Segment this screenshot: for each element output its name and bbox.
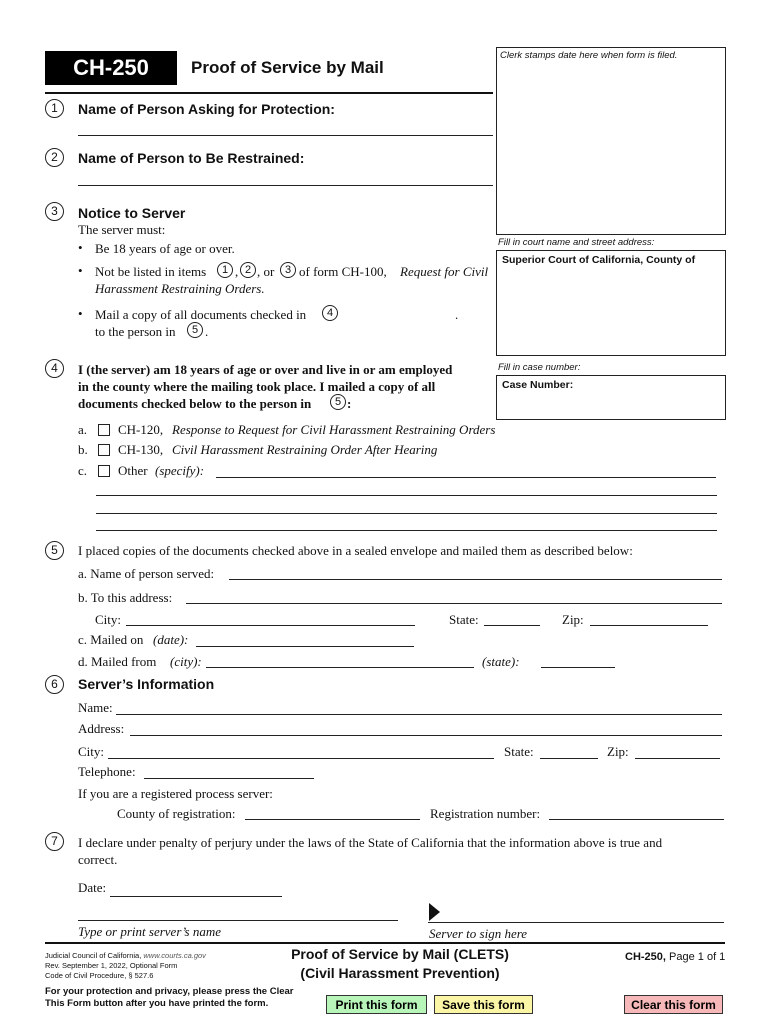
mailed-from-city-field[interactable] [206, 667, 474, 668]
clerk-stamp-box [496, 47, 726, 235]
printed-name-field[interactable] [78, 920, 398, 921]
address-label: b. To this address: [78, 590, 173, 605]
item-number-2: 2 [45, 148, 64, 167]
option-c-label: c. [78, 463, 88, 478]
mailed-date-field[interactable] [196, 646, 414, 647]
footer-page-number: Page 1 of 1 [669, 951, 726, 963]
footer-form-code: CH-250, [625, 951, 666, 963]
telephone-label: Telephone: [78, 764, 136, 779]
item-ref-5: 5 [187, 322, 203, 338]
option-a-label: a. [78, 422, 88, 437]
server-zip-label: Zip: [607, 744, 629, 759]
item-ref-1: 1 [217, 262, 233, 278]
save-form-button[interactable]: Save this form [434, 995, 533, 1014]
form-ref-title: Request for Civil [400, 264, 489, 279]
date-field[interactable] [110, 896, 282, 897]
served-name-field[interactable] [229, 579, 722, 580]
item-number-5: 5 [45, 541, 64, 560]
county-registration-label: County of registration: [117, 806, 236, 821]
checkbox-ch120[interactable] [98, 424, 110, 436]
registration-number-label: Registration number: [430, 806, 541, 821]
court-hint: Fill in court name and street address: [498, 237, 655, 248]
colon: : [347, 396, 352, 411]
option-a-title: Response to Request for Civil Harassment Restraining Orders [172, 422, 496, 437]
item-number-1: 1 [45, 99, 64, 118]
comma-or: , or [257, 264, 275, 279]
option-b-code: CH-130, [118, 442, 164, 457]
footer-revision: Rev. September 1, 2022, Optional Form [45, 961, 178, 970]
section-4-line-3: documents checked below to the person in [78, 396, 312, 411]
section-5-intro: I placed copies of the documents checked above in a sealed envelope and mailed them as described below: [78, 543, 633, 558]
signature-caption: Server to sign here [429, 926, 528, 941]
other-documents-field-3[interactable] [96, 513, 717, 514]
section-4-line-1: I (the server) am 18 years of age or over and live in or am employed [78, 362, 453, 377]
requirement-mail-copy-cont: to the person in [95, 324, 176, 339]
option-b-label: b. [78, 442, 88, 457]
county-registration-field[interactable] [245, 819, 420, 820]
mailed-from-city-label: (city): [170, 654, 202, 669]
mailed-from-state-label: (state): [482, 654, 520, 669]
section-6-title: Server’s Information [78, 676, 215, 692]
restrained-person-name-field[interactable] [78, 185, 493, 186]
other-documents-field-4[interactable] [96, 530, 717, 531]
zip-field[interactable] [590, 625, 708, 626]
server-address-field[interactable] [130, 735, 722, 736]
section-2-title: Name of Person to Be Restrained: [78, 150, 305, 166]
registration-number-field[interactable] [549, 819, 724, 820]
section-1-title: Name of Person Asking for Protection: [78, 101, 335, 117]
server-state-field[interactable] [540, 758, 598, 759]
item-number-4: 4 [45, 359, 64, 378]
privacy-note-1: For your protection and privacy, please press the Clear [45, 986, 294, 997]
date-label: Date: [78, 880, 107, 895]
signature-field[interactable] [428, 922, 724, 923]
section-4-line-2: in the county where the mailing took place. I mailed a copy of all [78, 379, 436, 394]
server-must-text: The server must: [78, 222, 166, 237]
section-3-title: Notice to Server [78, 205, 186, 221]
state-field[interactable] [484, 625, 540, 626]
requirement-age: Be 18 years of age or over. [95, 241, 235, 256]
telephone-field[interactable] [144, 778, 314, 779]
privacy-note-2: This Form button after you have printed the form. [45, 998, 269, 1009]
printed-name-caption: Type or print server’s name [78, 924, 221, 939]
bullet: • [78, 306, 83, 321]
form-ref-title-cont: Harassment Restraining Orders. [95, 281, 265, 296]
footer-title-2: (Civil Harassment Prevention) [300, 965, 500, 981]
clear-form-button[interactable]: Clear this form [624, 995, 723, 1014]
zip-label: Zip: [562, 612, 584, 627]
period: . [205, 324, 209, 339]
protected-person-name-field[interactable] [78, 135, 493, 136]
requirement-mail-copy: Mail a copy of all documents checked in [95, 307, 307, 322]
print-form-button[interactable]: Print this form [326, 995, 427, 1014]
item-ref-4: 4 [322, 305, 338, 321]
case-hint: Fill in case number: [498, 362, 581, 373]
address-field[interactable] [186, 603, 722, 604]
bullet: • [78, 263, 83, 278]
footer-council [45, 951, 206, 960]
city-label: City: [95, 612, 122, 627]
page-title: Proof of Service by Mail [191, 58, 384, 77]
registered-server-text: If you are a registered process server: [78, 786, 273, 801]
city-field[interactable] [126, 625, 415, 626]
other-documents-field-2[interactable] [96, 495, 717, 496]
option-a-code: CH-120, [118, 422, 164, 437]
form-code-badge: CH-250 [45, 51, 177, 85]
checkbox-other[interactable] [98, 465, 110, 477]
mailed-from-state-field[interactable] [541, 667, 615, 668]
clerk-stamp-note: Clerk stamps date here when form is filed. [500, 50, 678, 61]
declaration-line-1: I declare under penalty of perjury under the laws of the State of California that the information above is true and [78, 835, 663, 850]
header-rule [45, 92, 493, 94]
state-label: State: [449, 612, 479, 627]
item-ref-5: 5 [330, 394, 346, 410]
case-number-label: Case Number: [502, 379, 574, 391]
form-ref-text: of form CH-100, [299, 264, 387, 279]
server-state-label: State: [504, 744, 534, 759]
footer-title-1: Proof of Service by Mail (CLETS) [291, 946, 509, 962]
footer-page [625, 951, 725, 963]
option-c-text: Other [118, 463, 148, 478]
server-name-field[interactable] [116, 714, 722, 715]
item-number-7: 7 [45, 832, 64, 851]
item-ref-2: 2 [240, 262, 256, 278]
item-number-3: 3 [45, 202, 64, 221]
server-name-label: Name: [78, 700, 113, 715]
server-city-label: City: [78, 744, 105, 759]
mailed-from-label: d. Mailed from [78, 654, 157, 669]
footer-code: Code of Civil Procedure, § 527.6 [45, 971, 154, 980]
court-name: Superior Court of California, County of [502, 254, 696, 266]
requirement-not-listed: Not be listed in items [95, 264, 207, 279]
footer-rule [45, 942, 725, 944]
checkbox-ch130[interactable] [98, 444, 110, 456]
comma: , [235, 264, 239, 279]
served-name-label: a. Name of person served: [78, 566, 215, 581]
council-text: Judicial Council of California, [45, 951, 142, 960]
server-address-label: Address: [78, 721, 125, 736]
server-city-field[interactable] [108, 758, 494, 759]
option-c-specify: (specify): [155, 463, 205, 478]
period: . [455, 307, 459, 322]
mailed-on-label: c. Mailed on [78, 632, 144, 647]
bullet: • [78, 240, 83, 255]
sign-arrow-icon [429, 903, 440, 921]
option-b-title: Civil Harassment Restraining Order After Hearing [172, 442, 438, 457]
server-zip-field[interactable] [635, 758, 720, 759]
declaration-line-2: correct. [78, 852, 118, 867]
mailed-on-date-label: (date): [153, 632, 189, 647]
item-number-6: 6 [45, 675, 64, 694]
council-site: www.courts.ca.gov [143, 951, 206, 960]
other-documents-field[interactable] [216, 477, 716, 478]
item-ref-3: 3 [280, 262, 296, 278]
